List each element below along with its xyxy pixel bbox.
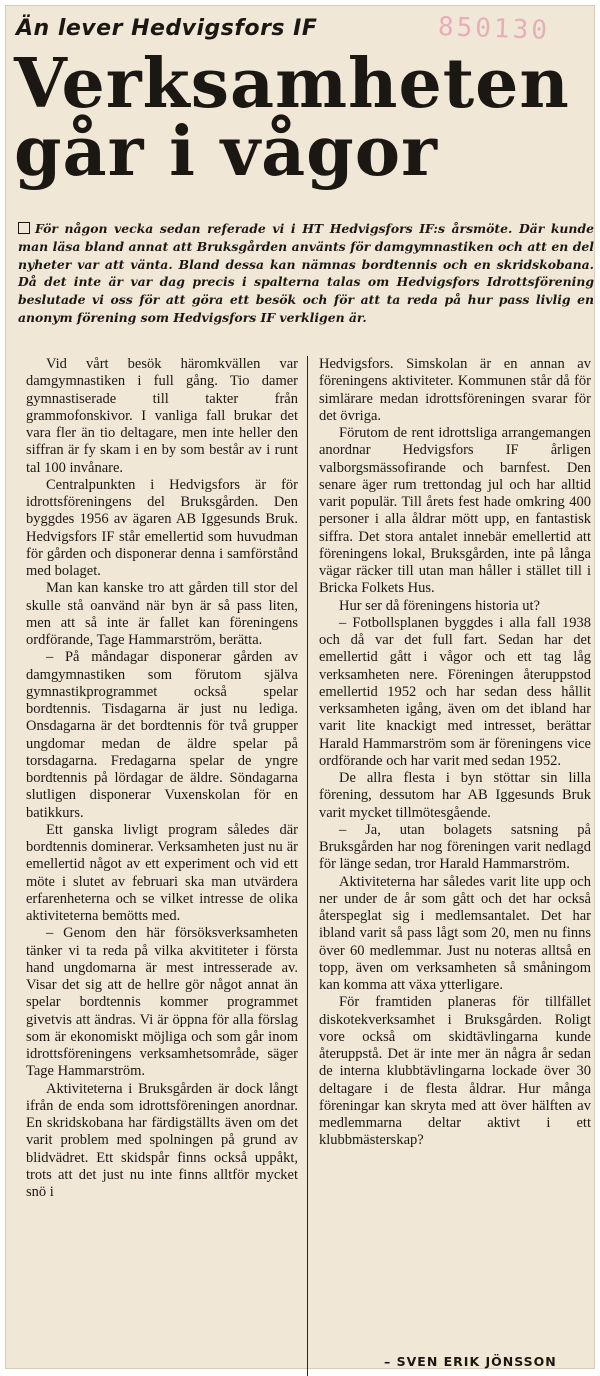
paragraph: Vid vårt besök häromkvällen var damgymnastiken i full gång. Tio damer gymnastiserade till takter från grammofonskivor. I vanliga fall brukar det vara fler än tio deltagare, men inte heller den siffran är fy skam i en by som består av i runt tal 100 invånare.: [26, 356, 298, 476]
lead-text: För någon vecka sedan referade vi i HT Hedvigsfors IF:s årsmöte. Där kunde man läsa bland annat att Bruksgården använts för damgymnastiken och att en del nyheter var att vänta. Bland dessa kan nämnas bordtennis och en skridskobana. Då det inte är var dag precis i spalterna talas om Hedvigsfors Idrottsförening beslutade vi oss för att göra ett besök och för att ta reda på hur pass livlig en anonym förening som Hedvigsfors IF verkligen är.: [18, 221, 594, 325]
date-stamp: 850130: [437, 12, 551, 46]
right-column: [319, 356, 591, 1150]
headline: [14, 44, 598, 192]
paragraph: Ett ganska livligt program således där bordtennis dominerar. Verksamheten just nu är emellertid något av ett experiment och vid ett möte i slutet av februari ska man utvärdera erfarenheterna och se vilket intresse de olika aktiviteterna bemötts med.: [26, 821, 298, 924]
paragraph: Man kan kanske tro att gården till stor del skulle stå oanvänd när byn är så pass liten, men att så inte är fallet kan föreningens ordförande, Tage Hammarström, berätta.: [26, 580, 298, 648]
left-column: [26, 356, 298, 1201]
paragraph: Centralpunkten i Hedvigsfors är för idrottsföreningens del Bruksgården. Den byggdes 1956 av ägaren AB Iggesunds Bruk. Hedvigsfors IF står emellertid som huvudman för gården och disponerar denna i samförstånd med bolaget.: [26, 476, 298, 579]
paragraph: Hur ser då föreningens historia ut?: [339, 597, 540, 614]
headline-line-1: Verksamheten: [14, 44, 570, 124]
paragraph: – På måndagar disponerar gården av damgymnastiken som förutom själva gymnastikprogrammet också spelar bordtennis. Tisdagarna är just nu lediga. Onsdagarna är det bordtennis för två grupper ungdomar medan de äldre spelar på torsdagarna. Fredagarna spelar de yngre bordtennis på lördagar de äldre. Söndagarna slutligen disponerar Vuxenskolan för en batikkurs.: [26, 649, 298, 821]
paragraph: För framtiden planeras för tillfället diskotekverksamhet i Bruksgården. Roligt vore också om skidtävlingarna kunde återuppstå. Det är inte mer än några år sedan de interna klubbtävlingarna lockade över 30 deltagare i de flesta åldrar. Hur många föreningar kan skryta med att över hälften av medlemmarna deltar aktivt i ett klubbmästerskap?: [319, 994, 591, 1149]
square-bullet-icon: [18, 222, 30, 234]
newspaper-clipping: [6, 6, 594, 1368]
byline: – SVEN ERIK JÖNSSON: [384, 1354, 557, 1369]
paragraph: Aktiviteterna har således varit lite upp och ner under de år som gått och det har också återspeglat sig i medlemsantalet. Det har ibland varit så pass lågt som 20, men nu finns över 60 medlemmar. Just nu noteras alltså en topp, även om verksamheten så småningom kan komma att växa ytterligare.: [319, 873, 591, 993]
paragraph: Aktiviteterna i Bruksgården är dock långt ifrån de enda som idrottsföreningen anordnar. En skridskobana har färdigställts även om det varit problem med spolningen på grund av blidvädret. Ett skidspår finns också uppåkt, trots att det just nu inte finns alltför mycket snö i: [26, 1080, 298, 1200]
headline-line-2: går i vågor: [14, 112, 438, 192]
column-divider: [307, 356, 308, 1376]
paragraph: – Fotbollsplanen byggdes i alla fall 1938 och då var det full fart. Sedan har det emellertid gått i vågor och ett tag låg verksamheten nere. Föreningen återuppstod emellertid 1952 och har sedan dess hållit verksamheten igång, även om det ibland har varit lite knackigt med intresset, berättar Harald Hammarström som är föreningens vice ordförande och har varit med sedan 1952.: [319, 614, 591, 769]
paragraph: – Genom den här försöksverksamheten tänker vi ta reda på vilka akvititeter i första hand ungdomarna är mest intresserade av. Visar det sig att de hellre gör något annat än spelar bordtennis kommer programmet givetvis att ändras. Vi är öppna för alla förslag som är ekonomiskt möjliga och som går inom idrottsföreningens verksamhetsområde, säger Tage Hammarström.: [26, 925, 298, 1080]
paragraph: Hedvigsfors. Simskolan är en annan av föreningens aktiviteter. Kommunen står då för simlärare medan idrottsföreningen svarar för det övriga.: [319, 356, 591, 424]
paragraph: De allra flesta i byn stöttar sin lilla förening, dessutom har AB Iggesunds Bruk varit mycket tillmötesgående.: [319, 770, 591, 821]
article-kicker: Än lever Hedvigsfors IF: [16, 16, 318, 41]
lead-paragraph: [18, 220, 594, 327]
paragraph: – Ja, utan bolagets satsning på Bruksgården har nog föreningen varit nedlagd för länge sedan, tror Harald Hammarström.: [319, 821, 591, 873]
paragraph: Förutom de rent idrottsliga arrangemangen anordnar Hedvigsfors IF årligen valborgsmässofirande och barnfest. Den senare äger rum trettondag jul och har alltid varit populär. Till årets fest hade omkring 400 personer i alla åldrar mött upp, en fantastisk siffra. Det stora antalet innebär emellertid att föreningens lokal, Bruksgården, inte på långa vägar räcker till utan man håller i stället till i Bricka Folkets Hus.: [319, 425, 591, 597]
